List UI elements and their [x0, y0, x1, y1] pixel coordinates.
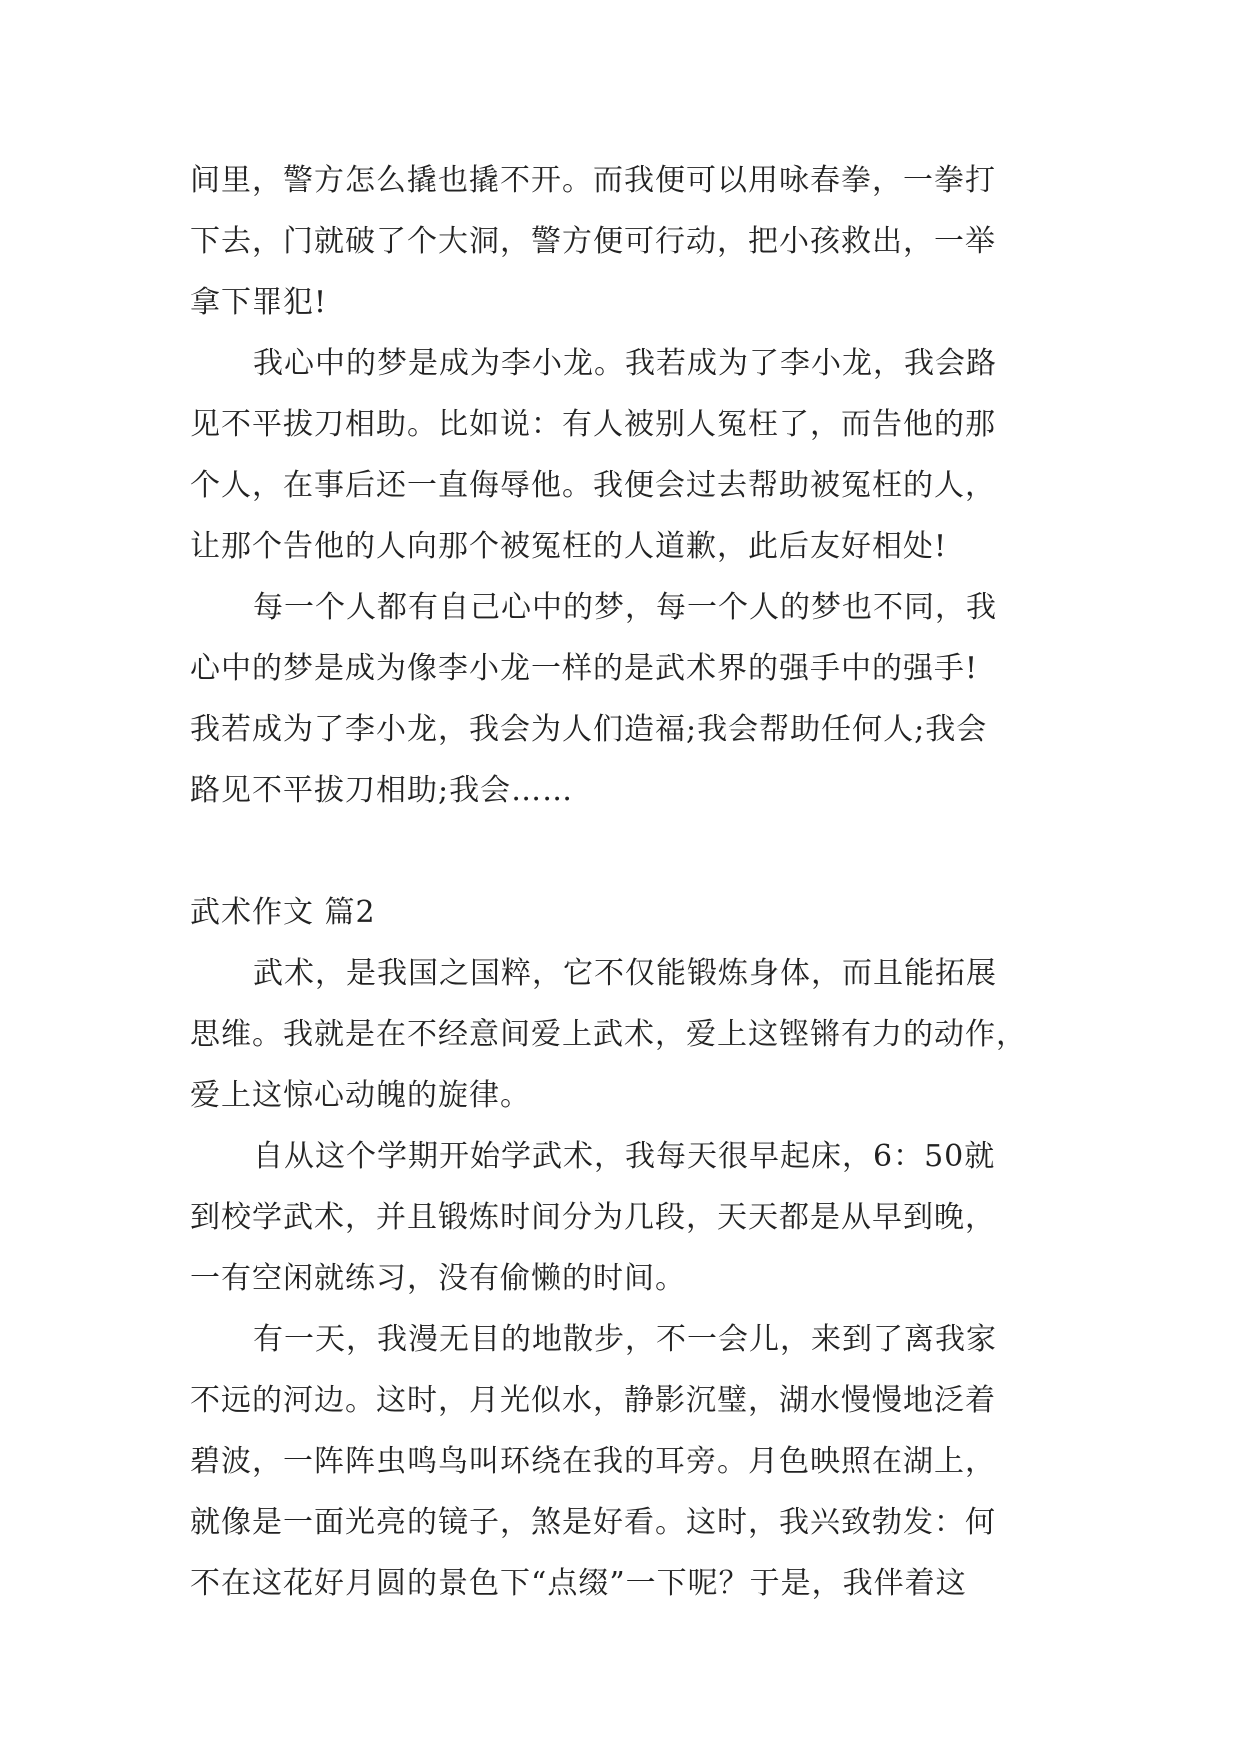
- paragraph-start-line: 有一天，我漫无目的地散步，不一会儿，来到了离我家: [253, 1322, 997, 1357]
- text-line: 间里，警方怎么撬也撬不开。而我便可以用咏春拳，一拳打: [190, 163, 996, 198]
- text-line: 不在这花好月圆的景色下“点缀”一下呢？于是，我伴着这: [190, 1566, 967, 1601]
- text-line: 到校学武术，并且锻炼时间分为几段，天天都是从早到晚，: [190, 1200, 996, 1235]
- section-heading: 武术作文 篇2: [190, 895, 376, 930]
- paragraph-start-line: 我心中的梦是成为李小龙。我若成为了李小龙，我会路: [253, 346, 997, 381]
- text-line: 拿下罪犯!: [190, 285, 328, 320]
- text-line: 就像是一面光亮的镜子，煞是好看。这时，我兴致勃发：何: [190, 1505, 996, 1540]
- text-line: 爱上这惊心动魄的旋律。: [190, 1078, 531, 1113]
- article-body: [190, 150, 1060, 1614]
- section-spacer: [190, 821, 1060, 882]
- text-line: 碧波，一阵阵虫鸣鸟叫环绕在我的耳旁。月色映照在湖上，: [190, 1444, 996, 1479]
- text-line: 不远的河边。这时，月光似水，静影沉璧，湖水慢慢地泛着: [190, 1383, 996, 1418]
- text-line: 见不平拔刀相助。比如说：有人被别人冤枉了，而告他的那: [190, 407, 996, 442]
- paragraph-start-line: 武术，是我国之国粹，它不仅能锻炼身体，而且能拓展: [253, 956, 997, 991]
- text-line: 我若成为了李小龙，我会为人们造福;我会帮助任何人;我会: [190, 712, 988, 747]
- text-line: 个人，在事后还一直侮辱他。我便会过去帮助被冤枉的人，: [190, 468, 996, 503]
- text-line: 下去，门就破了个大洞，警方便可行动，把小孩救出，一举: [190, 224, 996, 259]
- text-line: 路见不平拔刀相助;我会……: [190, 773, 574, 808]
- text-line: 一有空闲就练习，没有偷懒的时间。: [190, 1261, 686, 1296]
- text-line: 让那个告他的人向那个被冤枉的人道歉，此后友好相处!: [190, 529, 948, 564]
- paragraph-start-line: 每一个人都有自己心中的梦，每一个人的梦也不同，我: [253, 590, 997, 625]
- paragraph-start-line: 自从这个学期开始学武术，我每天很早起床，6：50就: [253, 1139, 996, 1174]
- text-line: 思维。我就是在不经意间爱上武术，爱上这铿锵有力的动作，: [190, 1017, 1027, 1052]
- text-line: 心中的梦是成为像李小龙一样的是武术界的强手中的强手!: [190, 651, 979, 686]
